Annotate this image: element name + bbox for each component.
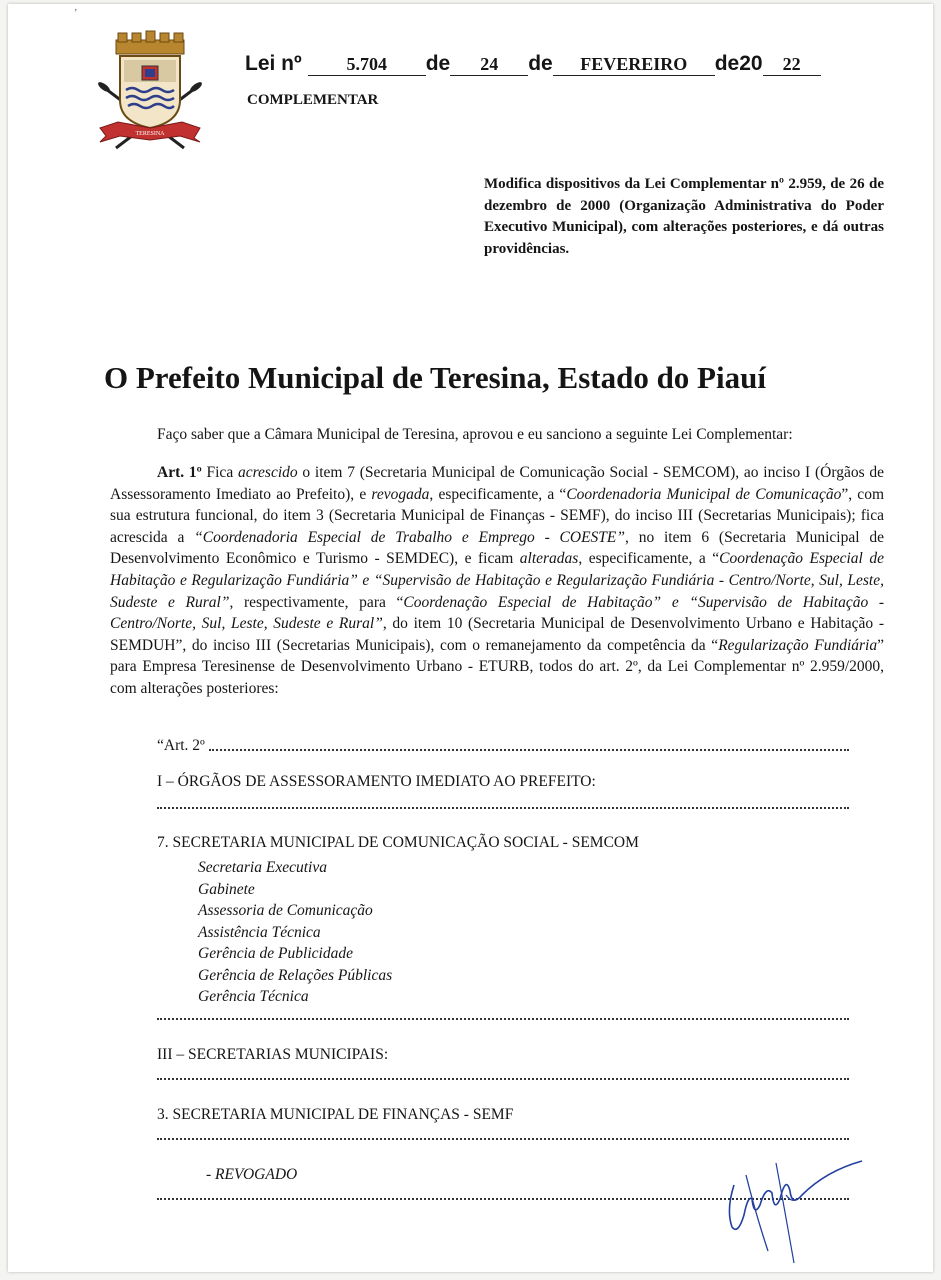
article-1-paragraph: [110, 462, 884, 700]
article-text: o item 7 (Secretaria Municipal de Comunicação Social - SEMCOM), ao inciso I (Órgãos de Assessoramento Imediato ao Prefeito), e: [110, 464, 885, 503]
dotted-leader: [157, 1016, 849, 1020]
unit-item: Assistência Técnica: [198, 923, 321, 941]
unit-item: Gerência de Publicidade: [198, 945, 353, 962]
article-text: , especificamente, a “: [429, 485, 567, 503]
article-2-line: [157, 737, 849, 755]
article-emphasis: acrescido: [237, 464, 298, 481]
svg-text:TERESINA: TERESINA: [135, 131, 165, 137]
law-de-label-2: de: [528, 52, 553, 75]
dotted-leader: [157, 805, 849, 809]
law-number-label: Lei nº: [245, 52, 302, 75]
dotted-leader: [209, 749, 849, 751]
unit-item: Assessoria de Comunicação: [198, 902, 373, 919]
law-number: 5.704: [308, 53, 426, 76]
article-text: , especificamente, a “: [578, 550, 720, 568]
speck-mark: ʼ: [74, 8, 78, 19]
law-summary: Modifica dispositivos da Lei Complementar nº 2.959, de 26 de dezembro de 2000 (Organização Administrativa do Poder Executivo Municipal), com alterações posteriores, e dá outras providências.: [484, 176, 884, 257]
article-emphasis: Coordenação Especial de Habitação e Regularização Fundiária” e “Supervisão de Habitação e Regularização Fundiária - Centro/Norte, Sul, Leste, Sudeste e Rural”: [110, 550, 884, 611]
article-text: ” para Empresa Teresinense de Desenvolvimento Urbano - ETURB, todos do art. 2º, da Lei Complementar nº 2.959/2000, com alterações posteriores:: [110, 636, 884, 697]
article-text: , no item 6 (Secretaria Municipal de Desenvolvimento Econômico e Turismo - SEMDEC), e ficam: [110, 528, 884, 568]
article-text: , do item 10 (Secretaria Municipal de Desenvolvimento Urbano e Habitação - SEMDUH”, do inciso III (Secretarias Municipais), com o remanejamento da competência da “: [110, 615, 884, 654]
signature-rubric: [716, 1155, 866, 1265]
article-text: , respectivamente, para “: [229, 593, 404, 611]
article-emphasis: Regularização Fundiária: [718, 636, 878, 654]
document-title: O Prefeito Municipal de Teresina, Estado do Piauí: [104, 360, 766, 395]
unit-item: Gerência de Relações Públicas: [198, 966, 393, 984]
unit-item: Gabinete: [198, 880, 255, 898]
article-emphasis: “Coordenadoria Especial de Trabalho e Emprego - COESTE”: [194, 528, 626, 546]
article-emphasis: revogada: [371, 485, 430, 503]
law-type: COMPLEMENTAR: [247, 92, 379, 108]
law-header: [245, 50, 821, 78]
item-7-unit-list: [198, 857, 392, 1008]
inciso-1-heading: I – ÓRGÃOS DE ASSESSORAMENTO IMEDIATO AO PREFEITO:: [157, 773, 596, 790]
law-de-label: de: [425, 52, 451, 75]
law-day: 24: [450, 53, 528, 76]
article-emphasis: alteradas: [519, 550, 579, 568]
revoked-note: [206, 1164, 297, 1186]
teresina-coat-of-arms-icon: [96, 30, 204, 154]
law-year: 22: [763, 53, 821, 76]
inciso-3-heading: III – SECRETARIAS MUNICIPAIS:: [157, 1046, 389, 1063]
law-year-prefix: de20: [714, 52, 763, 75]
revoked-label: - REVOGADO: [206, 1166, 298, 1183]
unit-item: Gerência Técnica: [198, 988, 309, 1005]
article-1-label: Art. 1º: [157, 464, 202, 481]
item-3-heading: 3. SECRETARIA MUNICIPAL DE FINANÇAS - SEMF: [157, 1106, 514, 1123]
dotted-leader: [157, 1076, 849, 1080]
article-text: Fica: [201, 464, 238, 481]
article-emphasis: Coordenação Especial de Habitação” e “Supervisão de Habitação - Centro/Norte, Sul, Leste, Sudeste e Rural”: [110, 593, 885, 633]
article-text: ”, com sua estrutura funcional, do item 3 (Secretaria Municipal de Finanças - SEMF), do inciso III (Secretarias Municipais); fica acrescida a: [110, 485, 884, 546]
unit-item: Secretaria Executiva: [198, 859, 327, 876]
article-2-label: “Art. 2º: [157, 737, 205, 754]
dotted-leader: [157, 1136, 849, 1140]
article-emphasis: Coordenadoria Municipal de Comunicação: [566, 485, 842, 503]
law-month: FEVEREIRO: [553, 53, 715, 76]
enactment-clause: Faço saber que a Câmara Municipal de Teresina, aprovou e eu sanciono a seguinte Lei Complementar:: [157, 426, 793, 443]
item-7-heading: 7. SECRETARIA MUNICIPAL DE COMUNICAÇÃO SOCIAL - SEMCOM: [157, 834, 639, 851]
